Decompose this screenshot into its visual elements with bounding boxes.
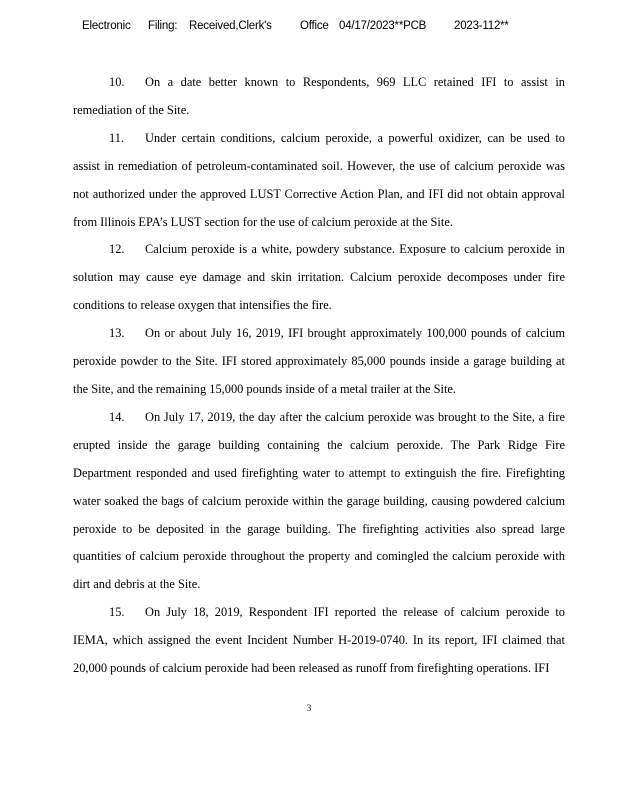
header-received-clerks: Received,Clerk's: [189, 20, 272, 32]
paragraph-13: [73, 320, 565, 404]
paragraph-14: [73, 404, 565, 599]
header-electronic: Electronic: [82, 20, 131, 32]
document-body: [73, 69, 565, 683]
paragraph-text: Calcium peroxide is a white, powdery substance. Exposure to calcium peroxide in solution may cause eye damage and skin irritation. Calcium peroxide decomposes under fire conditions to release oxygen that intensifies the fire.: [73, 242, 565, 313]
header-date: 04/17/2023**PCB: [339, 20, 427, 32]
paragraph-text: On July 17, 2019, the day after the calcium peroxide was brought to the Site, a fire erupted inside the garage building containing the calcium peroxide. The Park Ridge Fire Department responded and used firefighting water to attempt to extinguish the fire. Firefighting water soaked the bags of calcium peroxide within the garage building, causing powdered calcium peroxide to be deposited in the garage building. The firefighting activities also spread large quantities of calcium peroxide throughout the property and comingled the calcium peroxide with dirt and debris at the Site.: [73, 409, 565, 592]
paragraph-number: 12.: [109, 242, 125, 257]
paragraph-number: 10.: [109, 75, 125, 89]
paragraph-number: 13.: [109, 326, 125, 341]
paragraph-text: On July 18, 2019, Respondent IFI reported the release of calcium peroxide to IEMA, which assigned the event Incident Number H-2019-0740. In its report, IFI claimed that 20,000 pounds of calcium peroxide had been released as runoff from firefighting operations. IFI: [73, 605, 565, 676]
header-filing: Filing:: [148, 20, 178, 32]
paragraph-11: [73, 125, 565, 237]
paragraph-text: Under certain conditions, calcium peroxide, a powerful oxidizer, can be used to assist in remediation of petroleum-contaminated soil. However, the use of calcium peroxide was not authorized under the approved LUST Corrective Action Plan, and IFI did not obtain approval from Illinois EPA’s LUST section for the use of calcium peroxide at the Site.: [73, 130, 565, 229]
paragraph-number: 11.: [109, 130, 125, 145]
paragraph-12: [73, 236, 565, 320]
paragraph-text: On a date better known to Respondents, 969 LLC retained IFI to assist in remediation of the Site.: [73, 75, 565, 117]
paragraph-number: 15.: [109, 605, 125, 620]
header-office: Office: [300, 20, 329, 32]
page-number: 3: [306, 703, 312, 713]
header-case-number: 2023-112**: [454, 20, 509, 32]
paragraph-15: [73, 599, 565, 683]
paragraph-text: On or about July 16, 2019, IFI brought approximately 100,000 pounds of calcium peroxide powder to the Site. IFI stored approximately 85,000 pounds inside a garage building at the Site, and the remaining 15,000 pounds inside of a metal trailer at the Site.: [73, 326, 565, 396]
filing-header: [82, 20, 578, 38]
paragraph-number: 14.: [109, 409, 125, 424]
paragraph-10: [73, 69, 565, 125]
